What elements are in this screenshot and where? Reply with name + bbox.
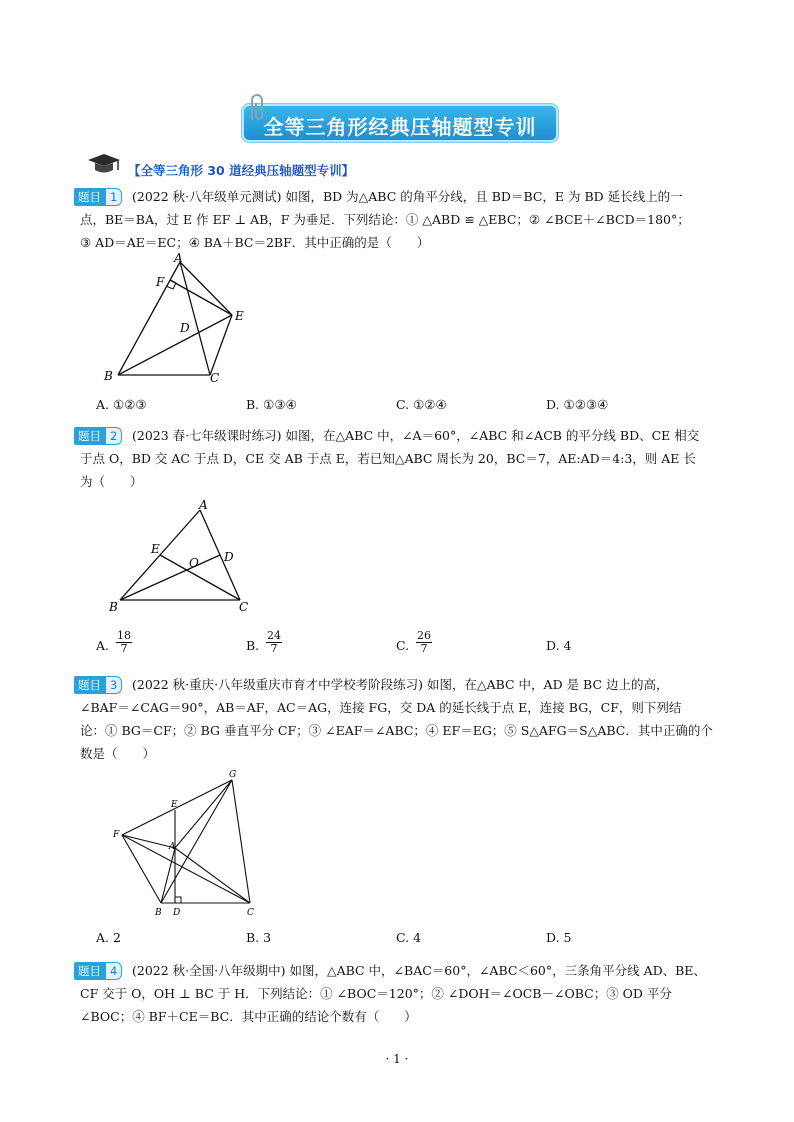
label-C: C [239,600,249,614]
q2-figure [105,495,265,615]
question-tag-label: 题目 [74,676,105,694]
q2-option-b-fraction [266,630,282,655]
q1-option-d[interactable]: D. ①②③④ [546,397,609,412]
denominator: 7 [420,642,428,655]
right-angle-mark [175,897,181,903]
q2-option-d[interactable]: D. 4 [546,638,572,653]
label-A: A [174,251,183,265]
q3-figure [105,765,265,920]
label-C: C [247,908,254,918]
segment-AG [175,780,232,848]
q1-line-2: 点，BE＝BA，过 E 作 EF ⊥ AB，F 为垂足．下列结论：① △ABD ≌ △EBC；② ∠BCE＋∠BCD＝180°； [80,212,690,227]
question-tag-4 [74,962,122,980]
label-D: D [224,550,234,564]
q1-figure [100,250,260,390]
q2-option-a-fraction [116,630,132,655]
q4-line-3: ∠BOC；④ BF＋CE＝BC．其中正确的结论个数有（ ） [80,1009,417,1024]
label-D: D [180,321,190,335]
question-tag-3 [74,676,122,694]
question-number: 4 [105,962,122,980]
question-tag-2 [74,427,122,445]
question-tag-label: 题目 [74,188,105,206]
title-banner [244,106,556,140]
page-number: · 1 · [385,1052,409,1066]
segment-FA [122,835,175,848]
section-heading: 【全等三角形 30 道经典压轴题型专训】 [128,163,355,178]
denominator: 7 [120,642,128,655]
denominator: 7 [270,642,278,655]
segment-AC [180,262,210,375]
numerator: 26 [417,629,431,642]
label-B: B [155,908,162,918]
question-number: 2 [105,427,122,445]
q3-line-1: (2022 秋·重庆·八年级重庆市育才中学校考阶段练习) 如图，在△ABC 中，AD 是 BC 边上的高， [132,677,669,692]
segment-EF [170,280,232,315]
q3-line-3: 论：① BG＝CF；② BG 垂直平分 CF；③ ∠EAF＝∠ABC；④ EF＝EG；⑤ S△AFG＝S△ABC．其中正确的个 [80,723,713,738]
label-B: B [104,369,113,383]
label-D: D [173,908,181,918]
label-C: C [210,371,220,385]
label-G: G [229,770,237,780]
label-A: A [199,498,208,512]
label-E: E [151,542,160,556]
label-F: F [113,830,120,840]
q3-option-c[interactable]: C. 4 [396,930,422,945]
q4-line-2: CF 交于 O，OH ⊥ BC 于 H．下列结论：① ∠BOC＝120°；② ∠DOH＝∠OCB－∠OBC；③ OD 平分 [80,986,672,1001]
paperclip-icon [246,94,268,124]
segment-GC [232,780,250,903]
label-A: A [169,842,176,852]
q2-option-a[interactable]: A. [96,638,110,653]
q3-option-d[interactable]: D. 5 [546,930,572,945]
numerator: 24 [267,629,281,642]
question-number: 3 [105,676,122,694]
numerator: 18 [117,629,131,642]
q3-line-2: ∠BAF＝∠CAG＝90°，AB＝AF，AC＝AG，连接 FG，交 DA 的延长线于点 E，连接 BG，CF，则下列结 [80,700,682,715]
segment-AE [180,262,232,315]
q1-option-b[interactable]: B. ①③④ [246,397,297,412]
q3-option-b[interactable]: B. 3 [246,930,272,945]
q1-option-a[interactable]: A. ①②③ [96,397,147,412]
segment-BD [120,555,220,600]
q1-line-3: ③ AD＝AE＝EC；④ BA＋BC＝2BF．其中正确的是（ ） [80,235,430,250]
q2-option-c[interactable]: C. [396,638,410,653]
q2-line-1: (2023 春·七年级课时练习) 如图，在△ABC 中，∠A＝60°，∠ABC 和∠ACB 的平分线 BD、CE 相交 [132,428,700,443]
question-tag-1 [74,188,122,206]
q1-option-c[interactable]: C. ①②④ [396,397,447,412]
q1-line-1: (2022 秋·八年级单元测试) 如图，BD 为△ABC 的角平分线，且 BD＝BC，E 为 BD 延长线上的一 [132,189,683,204]
q3-line-4: 数是（ ） [80,746,156,761]
q2-line-3: 为（ ） [80,474,143,489]
label-O: O [189,556,199,570]
question-tag-label: 题目 [74,962,105,980]
label-E: E [171,800,178,810]
label-E: E [235,309,244,323]
q4-line-1: (2022 秋·全国·八年级期中) 如图，△ABC 中，∠BAC＝60°，∠ABC＜60°，三条角平分线 AD、BE、 [132,963,706,978]
question-number: 1 [105,188,122,206]
question-tag-label: 题目 [74,427,105,445]
page-title: 全等三角形经典压轴题型专训 [263,115,537,139]
segment-AC [175,848,250,903]
segment-CE [210,315,232,375]
q2-option-c-fraction [416,630,432,655]
q2-line-2: 于点 O，BD 交 AC 于点 D，CE 交 AB 于点 E，若已知△ABC 周长为 20，BC＝7，AE:AD＝4:3，则 AE 长 [80,451,696,466]
label-F: F [156,275,165,289]
q2-option-b[interactable]: B. [246,638,260,653]
q3-option-a[interactable]: A. 2 [96,930,121,945]
label-B: B [109,600,118,614]
graduation-cap-icon [86,152,122,176]
